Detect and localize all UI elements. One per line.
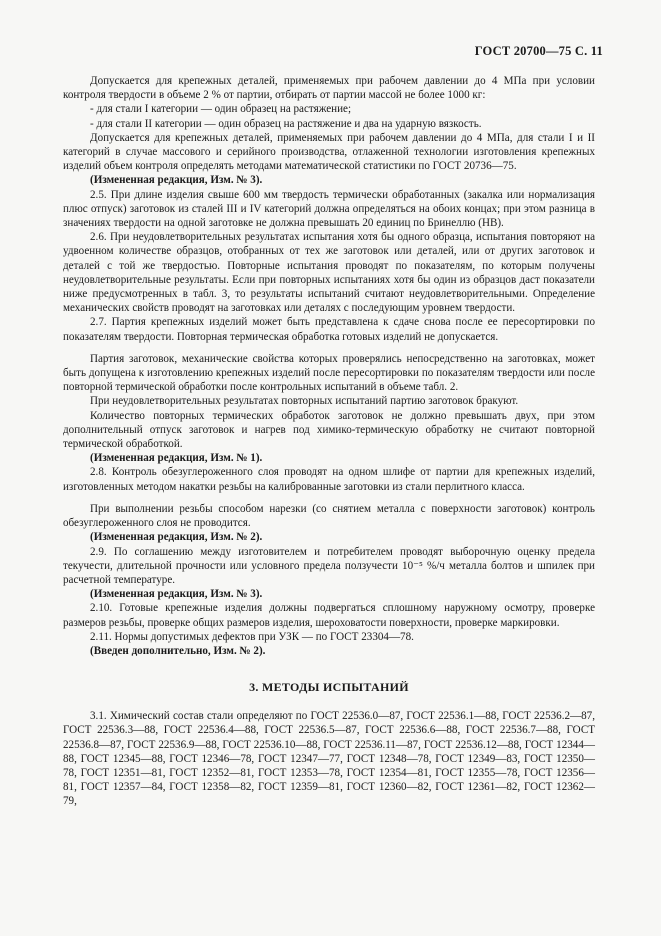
amendment-note: (Измененная редакция, Изм. № 1). bbox=[90, 452, 263, 465]
paragraph: 2.7. Партия крепежных изделий может быть представлена к сдаче снова после ее пересортировки по показателям твердости. Повторная термическая обработка готовых изделий не допускается. bbox=[63, 316, 595, 343]
paragraph: 2.11. Нормы допустимых дефектов при УЗК — по ГОСТ 23304—78. bbox=[90, 630, 414, 643]
paragraph: 3.1. Химический состав стали определяют по ГОСТ 22536.0—87, ГОСТ 22536.1—88, ГОСТ 22536.2—87, ГОСТ 22536.3—88, ГОСТ 22536.4—88, ГОСТ 22536.5—87, ГОСТ 22536.6—88, ГОСТ 22536.7—88, ГОСТ 22536.8—87, ГОСТ 22536.9—88, ГОСТ 22536.10—88, ГОСТ 22536.11—87, ГОСТ 22536.12—88, ГОСТ 12344—88, ГОСТ 12345—88, ГОСТ 12346—78, ГОСТ 12347—77, ГОСТ 12348—78, ГОСТ 12349—83, ГОСТ 12350—78, ГОСТ 12351—81, ГОСТ 12352—81, ГОСТ 12353—78, ГОСТ 12354—81, ГОСТ 12355—78, ГОСТ 12356—81, ГОСТ 12357—84, ГОСТ 12358—82, ГОСТ 12359—81, ГОСТ 12360—82, ГОСТ 12361—82, ГОСТ 12362—79, bbox=[63, 710, 595, 808]
amendment-note: (Измененная редакция, Изм. № 3). bbox=[90, 588, 263, 601]
body-text bbox=[63, 74, 595, 658]
paragraph: Допускается для крепежных деталей, применяемых при рабочем давлении до 4 МПа при условии контроля твердости в объеме 2 % от партии, отбирать от партии массой не более 1000 кг: bbox=[63, 75, 595, 102]
paragraph: Партия заготовок, механические свойства которых проверялись непосредственно на заготовках, может быть допущена к изготовлению крепежных изделий после пересортировки по показателям твердости или после повторной термической обработки после контрольных испытаний в объеме табл. 2. bbox=[63, 352, 595, 394]
amendment-note: (Введен дополнительно, Изм. № 2). bbox=[90, 644, 266, 657]
paragraph: Количество повторных термических обработок заготовок не должно превышать двух, при этом дополнительный отпуск заготовок и нагрев под химико-термическую обработку не считают повторной термической обработкой. bbox=[63, 409, 595, 451]
paragraph: - для стали I категории — один образец на растяжение; bbox=[90, 103, 352, 116]
paragraph: При выполнении резьбы способом нарезки (со снятием металла с поверхности заготовок) контроль обезуглероженного слоя не проводится. bbox=[63, 502, 595, 530]
page-header: ГОСТ 20700—75 С. 11 bbox=[474, 44, 603, 58]
paragraph: 2.5. При длине изделия свыше 600 мм твердость термически обработанных (закалка или нормализация плюс отпуск) заготовок из сталей III и IV категорий должна определяться на обоих концах; при этом разница в значениях твердости на одной заготовке не должна превышать 20 единиц по Бринеллю (НВ). bbox=[63, 188, 595, 230]
section-title: 3. МЕТОДЫ ИСПЫТАНИЙ bbox=[249, 680, 409, 695]
section-text bbox=[63, 709, 595, 808]
paragraph: 2.10. Готовые крепежные изделия должны подвергаться сплошному наружному осмотру, проверке размеров резьбы, проверке общих размеров изделия, шероховатости поверхности, проверке маркировки. bbox=[63, 602, 595, 629]
amendment-note: (Измененная редакция, Изм. № 2). bbox=[90, 531, 263, 544]
paragraph: - для стали II категории — один образец на растяжение и два на ударную вязкость. bbox=[90, 117, 482, 130]
paragraph: 2.9. По соглашению между изготовителем и потребителем проводят выборочную оценку предела текучести, длительной прочности или условного предела ползучести 10⁻⁵ %/ч металла болтов и шпилек при расчетной температуре. bbox=[63, 545, 595, 586]
amendment-note: (Измененная редакция, Изм. № 3). bbox=[90, 174, 263, 187]
paragraph: При неудовлетворительных результатах повторных испытаний партию заготовок бракуют. bbox=[90, 395, 519, 408]
paragraph: 2.6. При неудовлетворительных результатах испытания хотя бы одного образца, испытания повторяют на удвоенном количестве образцов, отобранных от тех же заготовок или деталей, или от других заготовок и деталей с той же твердостью. Повторные испытания проводят по показателям, по которым получены неудовлетворительные результаты. Если при повторных испытаниях хотя бы один из образцов даст показатели ниже предусмотренных в табл. 3, то результаты испытаний считают неудовлетворительными. Определение механических свойств проводят на заготовках или деталях с последующим уровнем твердости. bbox=[63, 231, 595, 315]
paragraph: Допускается для крепежных деталей, применяемых при рабочем давлении до 4 МПа, для стали I и II категорий в случае массового и серийного производства, отлаженной технологии изготовления крепежных изделий объем контроля определять методами математической статистики по ГОСТ 20736—75. bbox=[63, 131, 595, 173]
paragraph: 2.8. Контроль обезуглероженного слоя проводят на одном шлифе от партии для крепежных изделий, изготовленных методом накатки резьбы на калиброванные заготовки из стали перлитного класса. bbox=[63, 466, 595, 493]
